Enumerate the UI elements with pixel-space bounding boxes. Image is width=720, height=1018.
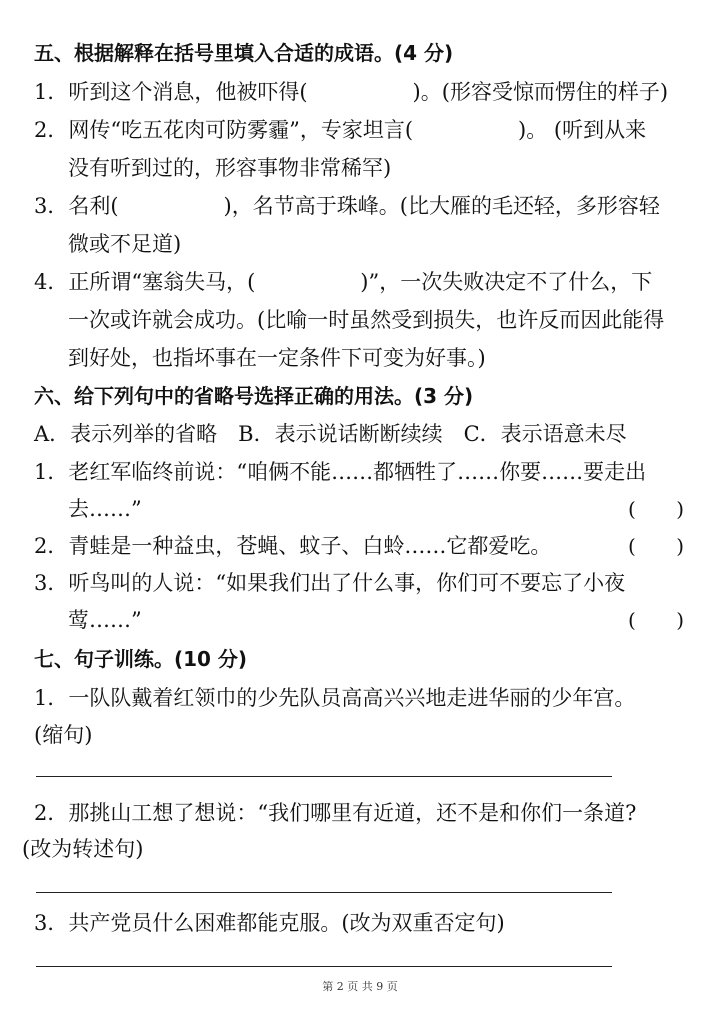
paren-open: (: [628, 608, 636, 632]
s7-question-1-line-1: 1．一队队戴着红领巾的少先队员高高兴兴地走进华丽的少年宫。: [34, 686, 636, 710]
answer-line-2[interactable]: [36, 892, 612, 893]
s5-question-2-line-1: 2．网传“吃五花肉可防雾霾”，专家坦言( )。 (听到从来: [34, 118, 647, 142]
s6-answer-blank-1[interactable]: [628, 494, 684, 524]
s5-question-1: 1．听到这个消息，他被吓得( )。(形容受惊而愣住的样子): [34, 80, 669, 104]
section-7-heading: 七、句子训练。(10 分): [34, 647, 248, 671]
paren-open: (: [628, 534, 636, 558]
s6-question-1-line-2: 去……”: [68, 497, 142, 521]
s5-question-2-line-2: 没有听到过的，形容事物非常稀罕): [68, 156, 392, 180]
s6-answer-blank-3[interactable]: [628, 605, 684, 635]
s7-question-2-line-1: 2．那挑山工想了想说：“我们哪里有近道，还不是和你们一条道?: [34, 801, 637, 825]
paren-open: (: [628, 497, 636, 521]
paren-close: ): [676, 497, 684, 521]
s6-question-1-line-1: 1．老红军临终前说：“咱俩不能……都牺牲了……你要……要走出: [34, 460, 647, 484]
s7-question-3-line-1: 3．共产党员什么困难都能克服。(改为双重否定句): [34, 911, 505, 935]
s6-options: A．表示列举的省略 B．表示说话断断续续 C．表示语意未尽: [34, 422, 627, 446]
s5-question-3-line-1: 3．名利( )，名节高于珠峰。(比大雁的毛还轻，多形容轻: [34, 194, 660, 218]
s7-question-1-line-2: (缩句): [34, 723, 93, 747]
s6-question-3-line-2: 莺……”: [68, 608, 142, 632]
s5-question-3-line-2: 微或不足道): [68, 232, 182, 256]
answer-line-3[interactable]: [36, 966, 612, 967]
s6-question-2-line-1: 2．青蛙是一种益虫，苍蝇、蚊子、白蛉……它都爱吃。: [34, 534, 552, 558]
section-5-heading: 五、根据解释在括号里填入合适的成语。(4 分): [34, 41, 454, 65]
s5-question-4-line-2: 一次或许就会成功。(比喻一时虽然受到损失，也许反而因此能得: [68, 308, 665, 332]
section-6-heading: 六、给下列句中的省略号选择正确的用法。(3 分): [34, 384, 474, 408]
paren-close: ): [676, 608, 684, 632]
s5-question-4-line-1: 4．正所谓“塞翁失马，( )”，一次失败决定不了什么，下: [34, 270, 653, 294]
answer-line-1[interactable]: [36, 776, 612, 777]
s6-question-3-line-1: 3．听鸟叫的人说：“如果我们出了什么事，你们可不要忘了小夜: [34, 571, 626, 595]
paren-close: ): [676, 534, 684, 558]
s5-question-4-line-3: 到好处，也指坏事在一定条件下可变为好事。): [68, 346, 486, 370]
s6-answer-blank-2[interactable]: [628, 531, 684, 561]
page-footer: 第 2 页 共 9 页: [322, 980, 398, 993]
s7-question-2-line-2: (改为转述句): [22, 837, 144, 861]
